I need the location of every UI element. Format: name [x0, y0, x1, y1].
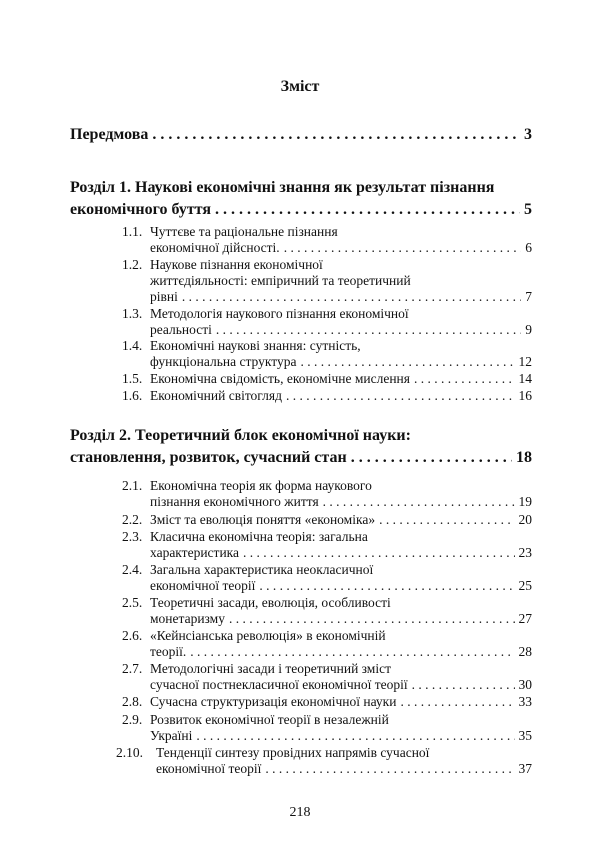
section-page: 19 [518, 494, 532, 509]
section-line: пізнання економічного життя [150, 494, 319, 509]
toc-entry-2-5 [122, 595, 532, 627]
section-line: Зміст та еволюція поняття «економіка» [150, 512, 376, 527]
toc-entry-2-9 [122, 712, 532, 744]
section-page: 28 [518, 644, 532, 659]
section-number: 2.3. [122, 529, 143, 544]
section-line: Класична економічна теорія: загальна [150, 529, 368, 544]
dot-leader [323, 494, 515, 510]
page-number: 218 [289, 805, 311, 820]
toc-entry-1-4 [122, 338, 532, 370]
section-page: 35 [518, 728, 532, 743]
toc-entry-preface [70, 124, 532, 146]
section-page: 12 [518, 354, 532, 369]
chapter-page: 18 [516, 449, 532, 466]
dot-leader [229, 611, 515, 627]
section-page: 23 [518, 545, 532, 560]
section-line: реальності [150, 322, 212, 337]
chapter-page: 5 [524, 201, 532, 218]
dot-leader [286, 388, 515, 404]
section-line: Україні [150, 728, 193, 743]
chapter-title-line: становлення, розвиток, сучасний стан [70, 449, 347, 466]
section-line: сучасної постнекласичної економічної теорії [150, 677, 408, 692]
toc-entry-2-4 [122, 562, 532, 594]
section-page: 37 [518, 761, 532, 776]
dot-leader [412, 677, 515, 693]
toc-entry-2-8 [122, 694, 532, 710]
section-line: характеристика [150, 545, 240, 560]
section-line: Методологічні засади і теоретичний зміст [150, 661, 391, 676]
section-line: Наукове пізнання економічної [150, 257, 323, 272]
dot-leader [400, 694, 514, 710]
section-page: 14 [518, 371, 532, 386]
dot-leader [182, 289, 521, 305]
section-number: 2.1. [122, 478, 143, 493]
section-line: Теоретичні засади, еволюція, особливості [150, 595, 391, 610]
dot-leader [216, 322, 521, 338]
section-page: 16 [518, 388, 532, 403]
section-line: Чуттєве та раціональне пізнання [150, 224, 338, 239]
section-line: Економічна теорія як форма наукового [150, 478, 372, 493]
section-number: 1.3. [122, 306, 143, 321]
section-line: економічної теорії [156, 761, 262, 776]
toc-entry-2-10 [116, 745, 532, 777]
section-page: 27 [518, 611, 532, 626]
section-page: 6 [525, 240, 532, 255]
toc-entry-2-7 [122, 661, 532, 693]
page-title: Зміст [280, 78, 320, 95]
toc-entry-1-3 [122, 306, 532, 338]
section-number: 2.2. [122, 512, 143, 527]
chapter-title-line: економічного буття [70, 201, 212, 218]
section-number: 2.7. [122, 661, 143, 676]
section-number: 1.6. [122, 388, 143, 403]
section-line: Сучасна структуризація економічної науки [150, 694, 397, 709]
section-line: Розвиток економічної теорії в незалежній [150, 712, 389, 727]
toc-entry-2-6 [122, 628, 532, 660]
dot-leader [196, 728, 514, 744]
section-line: Економічні наукові знання: сутність, [150, 338, 361, 353]
toc-entry-1-1 [122, 224, 532, 256]
section-number: 1.4. [122, 338, 143, 353]
section-page: 33 [518, 694, 532, 709]
dot-leader [351, 447, 512, 469]
section-line: економічної дійсності. [150, 240, 280, 255]
dot-leader [190, 644, 514, 660]
section-line: монетаризму [150, 611, 225, 626]
section-page: 30 [518, 677, 532, 692]
section-number: 2.4. [122, 562, 143, 577]
section-line: Загальна характеристика неокласичної [150, 562, 374, 577]
section-number: 1.2. [122, 257, 143, 272]
chapter-title-line: Розділ 2. Теоретичний блок економічної науки: [70, 427, 411, 444]
preface-page: 3 [524, 126, 532, 143]
section-page: 20 [518, 512, 532, 527]
section-number: 2.9. [122, 712, 143, 727]
toc-entry-2-3 [122, 529, 532, 561]
preface-title: Передмова [70, 126, 149, 143]
section-page: 7 [525, 289, 532, 304]
dot-leader [215, 199, 520, 221]
toc-entry-1-6 [122, 388, 532, 404]
toc-entry-1-2 [122, 257, 532, 305]
section-line: функціональна структура [150, 354, 297, 369]
dot-leader [379, 512, 514, 528]
section-number: 1.5. [122, 371, 143, 386]
section-line: Тенденції синтезу провідних напрямів сучасної [156, 745, 430, 760]
dot-leader [243, 545, 514, 561]
toc-entry-2-2 [122, 512, 532, 528]
section-line: теорії. [150, 644, 187, 659]
section-line: «Кейнсіанська революція» в економічній [150, 628, 386, 643]
toc-entry-chapter-2 [70, 425, 532, 469]
dot-leader [265, 761, 514, 777]
section-page: 9 [525, 322, 532, 337]
section-number: 1.1. [122, 224, 143, 239]
toc-entry-2-1 [122, 478, 532, 510]
section-line: рівні [150, 289, 178, 304]
section-line: Економічний світогляд [150, 388, 282, 403]
section-number: 2.8. [122, 694, 143, 709]
dot-leader [152, 124, 520, 146]
toc-entry-chapter-1 [70, 177, 532, 221]
section-number: 2.5. [122, 595, 143, 610]
section-line: Методологія наукового пізнання економічної [150, 306, 409, 321]
section-line: економічної теорії [150, 578, 256, 593]
section-number: 2.10. [116, 745, 143, 760]
dot-leader [414, 371, 515, 387]
dot-leader [259, 578, 514, 594]
section-line: життєдіяльності: емпіричний та теоретичний [150, 273, 411, 288]
section-line: Економічна свідомість, економічне мислення [150, 371, 410, 386]
section-number: 2.6. [122, 628, 143, 643]
dot-leader [300, 354, 514, 370]
toc-entry-1-5 [122, 371, 532, 387]
section-page: 25 [518, 578, 532, 593]
dot-leader [284, 240, 522, 256]
chapter-title-line: Розділ 1. Наукові економічні знання як результат пізнання [70, 179, 495, 196]
